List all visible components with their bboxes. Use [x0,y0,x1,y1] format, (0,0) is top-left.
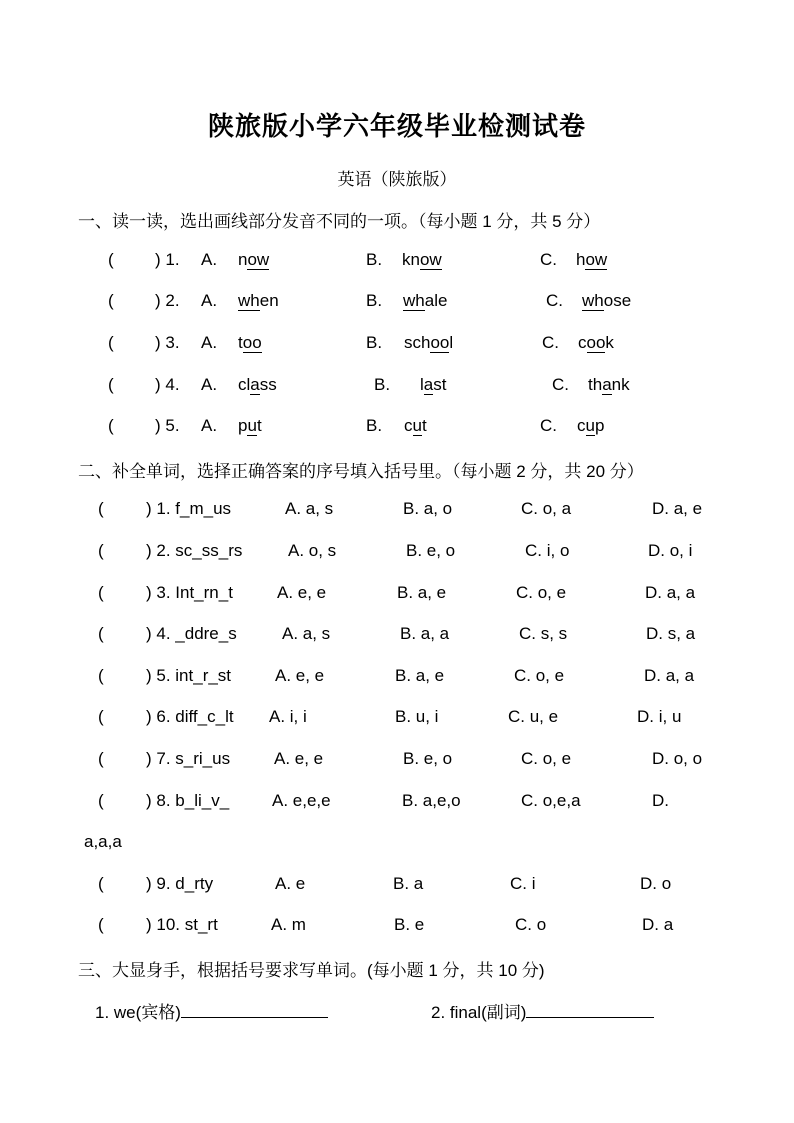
option-a-word: now [238,250,270,269]
answer-bracket-open[interactable]: ( [98,874,104,893]
answer-bracket-open[interactable]: ( [98,707,104,726]
underlined-part: ow [585,250,608,269]
option-c-label: C. [552,375,569,394]
section-heading-2: 二、补全单词，选择正确答案的序号填入括号里。（每小题 2 分，共 20 分） [78,462,644,481]
option-b-word: cut [404,416,427,435]
option-b: B. a [393,874,424,893]
option-a: A. a, s [285,499,334,518]
option-d: D. a, e [652,499,703,518]
option-c-label: C. [540,416,557,435]
question-number: ) 3. [155,333,180,352]
underlined-part: ow [247,250,270,269]
option-a: A. o, s [288,541,337,560]
answer-bracket-open[interactable]: ( [98,666,104,685]
option-c: C. o,e,a [521,791,581,810]
answer-bracket-open[interactable]: ( [98,749,104,768]
question-stem: ) 9. d_rty [146,874,214,893]
section-heading-3: 三、大显身手，根据括号要求写单词。(每小题 1 分，共 10 分) [78,961,545,980]
option-a: A. e [275,874,306,893]
answer-bracket-open[interactable]: ( [98,541,104,560]
option-b: B. a, e [395,666,445,685]
option-c-word: whose [582,291,632,310]
option-a: A. i, i [269,707,307,726]
option-c: C. o, a [521,499,572,518]
option-c: C. o, e [516,583,567,602]
question-number: ) 5. [155,416,180,435]
underlined-part: ow [419,250,442,269]
option-c-label: C. [540,250,557,269]
underlined-part: oo [242,333,262,352]
option-d: D. o, i [648,541,693,560]
option-b-label: B. [366,416,383,435]
option-a: A. a, s [282,624,331,643]
option-c-word: thank [588,375,630,394]
option-c-word: how [576,250,608,269]
option-d-continued: a,a,a [84,832,122,851]
answer-bracket-open[interactable]: ( [98,624,104,643]
underlined-part: wh [582,291,604,310]
answer-bracket-open[interactable]: ( [98,791,104,810]
underlined-part: a [423,375,434,394]
option-c-word: cook [578,333,614,352]
option-a: A. e, e [277,583,327,602]
option-a: A. e, e [275,666,325,685]
option-b-label: B. [366,250,383,269]
question-stem: ) 6. diff_c_lt [146,707,234,726]
option-b: B. a, a [400,624,450,643]
page-title: 陕旅版小学六年级毕业检测试卷 [207,111,586,141]
fill-item-2 [431,998,654,1023]
answer-blank[interactable] [181,1001,328,1018]
question-stem: ) 4. _ddre_s [146,624,237,643]
option-a: A. e, e [274,749,324,768]
option-a-label: A. [201,291,218,310]
underlined-part: oo [430,333,450,352]
section-heading-1: 一、读一读，选出画线部分发音不同的一项。（每小题 1 分，共 5 分） [78,212,601,231]
option-b: B. a, e [397,583,447,602]
fill-item-1 [95,998,328,1023]
option-b: B. e, o [403,749,453,768]
option-c: C. o [515,915,547,934]
page-subtitle: 英语（陕旅版） [337,170,457,189]
option-c: C. o, e [521,749,572,768]
question-number: ) 2. [155,291,180,310]
underlined-part: a [602,375,612,394]
option-b: B. a,e,o [402,791,461,810]
option-b-word: school [404,333,454,352]
question-stem: ) 8. b_li_v_ [146,791,230,810]
option-a-label: A. [201,416,218,435]
question-stem: ) 5. int_r_st [146,666,232,685]
question-stem: ) 2. sc_ss_rs [146,541,243,560]
option-d: D. a, a [644,666,695,685]
underlined-part: wh [403,291,425,310]
option-a-word: too [238,333,262,352]
question-stem: ) 3. Int_rn_t [146,583,233,602]
option-a: A. e,e,e [272,791,331,810]
option-c: C. u, e [508,707,559,726]
answer-bracket-open[interactable]: ( [98,915,104,934]
option-d: D. o, o [652,749,703,768]
option-c-word: cup [577,416,605,435]
underlined-part: u [585,416,595,435]
option-a-word: put [238,416,262,435]
option-a-word: class [238,375,277,394]
option-a-label: A. [201,375,218,394]
option-b-label: B. [366,333,383,352]
underlined-part: a [250,375,260,394]
underlined-part: oo [586,333,606,352]
option-d: D. i, u [637,707,682,726]
option-d: D. s, a [646,624,696,643]
option-b: B. a, o [403,499,453,518]
option-c: C. i, o [525,541,570,560]
answer-bracket-open[interactable]: ( [108,375,114,394]
option-c: C. o, e [514,666,565,685]
underlined-part: u [412,416,422,435]
question-stem: ) 7. s_ri_us [146,749,231,768]
option-d: D. a [642,915,674,934]
answer-bracket-open[interactable]: ( [108,250,114,269]
answer-bracket-open[interactable]: ( [98,583,104,602]
fill-item-text: 2. final(副词) [431,1003,527,1022]
option-c-label: C. [546,291,563,310]
option-c-label: C. [542,333,559,352]
question-stem: ) 1. f_m_us [146,499,232,518]
option-c: C. i [510,874,536,893]
option-a-word: when [238,291,279,310]
answer-bracket-open[interactable]: ( [108,291,114,310]
underlined-part: wh [238,291,260,310]
answer-bracket-open[interactable]: ( [108,333,114,352]
option-a-label: A. [201,250,218,269]
option-b-word: whale [403,291,448,310]
option-b-label: B. [366,291,383,310]
fill-item-text: 1. we(宾格) [95,1003,181,1022]
option-b: B. e [394,915,425,934]
question-number: ) 1. [155,250,180,269]
answer-bracket-open[interactable]: ( [108,416,114,435]
question-number: ) 4. [155,375,180,394]
option-d: D. a, a [645,583,696,602]
answer-blank[interactable] [526,1001,654,1018]
option-c: C. s, s [519,624,568,643]
option-b: B. u, i [395,707,439,726]
option-b-label: B. [374,375,391,394]
option-d: D. [652,791,669,810]
option-a: A. m [271,915,306,934]
option-b-word: last [420,375,447,394]
option-b: B. e, o [406,541,456,560]
option-a-label: A. [201,333,218,352]
option-b-word: know [402,250,442,269]
question-stem: ) 10. st_rt [146,915,218,934]
option-d: D. o [640,874,672,893]
underlined-part: u [247,416,257,435]
answer-bracket-open[interactable]: ( [98,499,104,518]
